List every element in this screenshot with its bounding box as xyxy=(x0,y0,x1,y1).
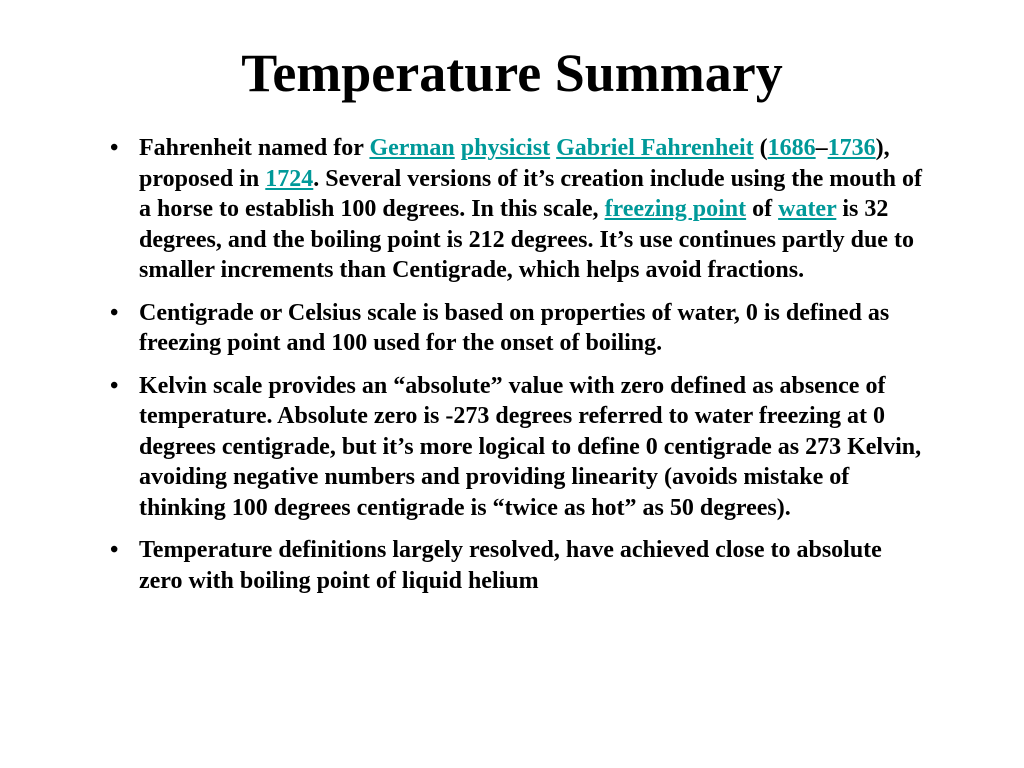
bullet-item xyxy=(110,371,930,524)
bullet-text: . Several versions of it’s creation include using the mouth of a horse to establish 100 degrees. In this scale, xyxy=(139,165,922,222)
bullet-item xyxy=(110,535,930,596)
bullet-marker: • xyxy=(110,372,119,399)
wiki-link[interactable]: 1736 xyxy=(827,135,876,161)
bullet-text: ), proposed in xyxy=(139,135,890,192)
bullet-text: of xyxy=(746,196,779,222)
bullet-text: Temperature definitions largely resolved, have achieved close to absolute zero with boiling point of liquid helium xyxy=(139,537,882,594)
bullet-list xyxy=(110,133,930,608)
bullet-text: – xyxy=(815,135,828,161)
bullet-text: Kelvin scale provides an “absolute” value with zero defined as absence of temperature. Absolute zero is -273 degrees referred to water freezing at 0 degrees centigrade, but it’s more logical to define 0 centigrade as 273 Kelvin, avoiding negative numbers and providing linearity (avoids mistake of thinking 100 degrees centigrade is “twice as hot” as 50 degrees). xyxy=(139,372,922,521)
bullet-text: is 32 degrees, and the boiling point is 212 degrees. It’s use continues partly due to smaller increments than Centigrade, which helps avoid fractions. xyxy=(139,196,914,283)
bullet-text: Fahrenheit named for xyxy=(139,135,370,161)
bullet-marker: • xyxy=(110,537,119,563)
wiki-link[interactable]: 1724 xyxy=(265,165,314,192)
bullet-marker: • xyxy=(110,135,119,161)
page-title: Temperature Summary xyxy=(241,43,783,103)
wiki-link[interactable]: water xyxy=(778,196,837,222)
wiki-link[interactable]: physicist xyxy=(460,135,551,161)
wiki-link[interactable]: 1686 xyxy=(767,135,816,161)
bullet-text: Centigrade or Celsius scale is based on properties of water, 0 is defined as freezing point and 100 used for the onset of boiling. xyxy=(139,299,890,356)
bullet-item xyxy=(110,298,930,359)
bullet-text: ( xyxy=(753,135,768,161)
wiki-link[interactable]: freezing point xyxy=(604,196,747,222)
wiki-link[interactable]: Gabriel Fahrenheit xyxy=(556,135,754,161)
bullet-marker: • xyxy=(110,299,119,326)
wiki-link[interactable]: German xyxy=(369,135,455,161)
bullet-item xyxy=(110,133,930,286)
